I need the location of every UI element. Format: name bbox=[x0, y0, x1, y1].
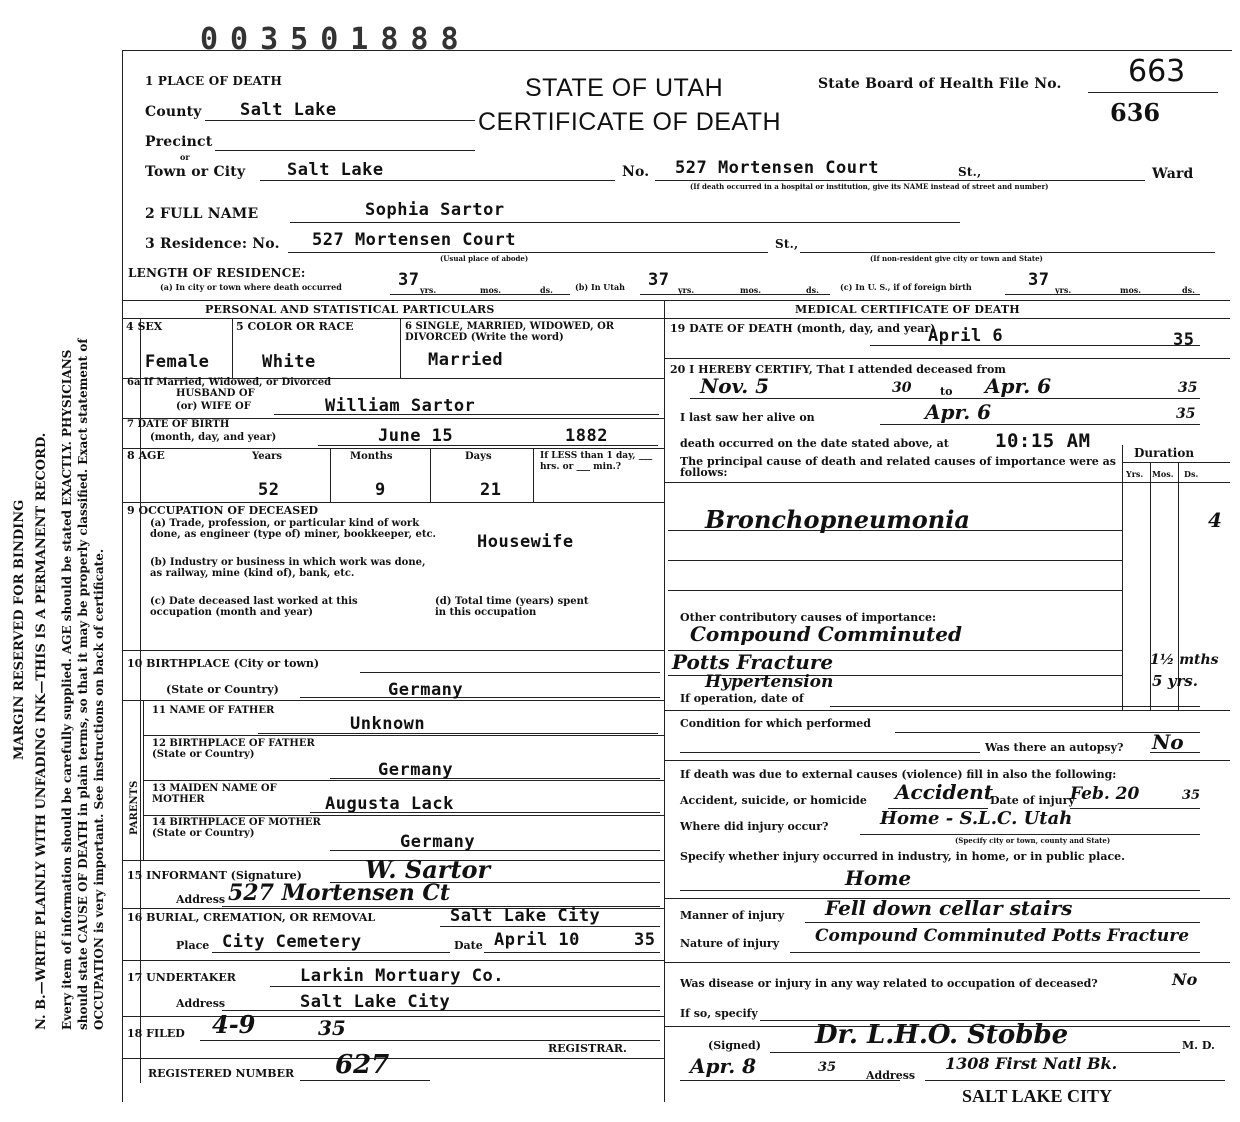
birthplace-label: 10 BIRTHPLACE (City or town) bbox=[127, 657, 320, 670]
spouse-label-2: HUSBAND OF bbox=[176, 388, 255, 399]
burial-label: 16 BURIAL, CREMATION, OR REMOVAL bbox=[127, 911, 376, 924]
file-no: 663 bbox=[1128, 54, 1186, 89]
dod-label-text: 19 DATE OF DEATH (month, day, and year) bbox=[670, 322, 936, 335]
undertaker-address-label: Address bbox=[176, 997, 226, 1010]
occurred-label: death occurred on the date stated above, at bbox=[680, 437, 949, 450]
spouse-value: William Sartor bbox=[325, 396, 476, 416]
place-of-death-label: 1 PLACE OF DEATH bbox=[145, 74, 282, 88]
spouse-label-3: (or) WIFE OF bbox=[176, 401, 251, 412]
nb-text: N. B.—WRITE PLAINLY WITH UNFADING INK—THIS IS A PERMANENT RECORD. bbox=[34, 432, 49, 1030]
informant-signature: W. Sartor bbox=[365, 855, 491, 884]
dob-label-2: (month, day, and year) bbox=[150, 432, 277, 443]
instruction-line-2: should state CAUSE OF DEATH in plain terms, so that it may be properly classified. Exact statement of bbox=[76, 338, 90, 1030]
where-label: Where did injury occur? bbox=[680, 820, 829, 833]
physician-address-label: Address bbox=[866, 1069, 916, 1082]
occupation-d-label: (d) Total time (years) spent in this occupation bbox=[435, 596, 589, 618]
ds-unit-b: ds. bbox=[806, 285, 819, 295]
accident-value: Accident bbox=[895, 780, 993, 804]
sex-value: Female bbox=[145, 352, 210, 372]
mother-bp-value: Germany bbox=[400, 832, 476, 852]
yrs-unit-c: yrs. bbox=[1055, 285, 1072, 295]
burial-place-label: Place bbox=[176, 939, 210, 952]
nature-label: Nature of injury bbox=[680, 937, 780, 950]
column-divider bbox=[664, 300, 665, 1102]
age-years-label: Years bbox=[252, 451, 283, 462]
attend-from-year: 30 bbox=[892, 380, 912, 396]
occupation-label: 9 OCCUPATION OF DECEASED bbox=[127, 504, 319, 517]
residence-value: 527 Mortensen Court bbox=[312, 230, 516, 250]
marital-label: 6 SINGLE, MARRIED, WIDOWED, OR DIVORCED (Write the word) bbox=[405, 321, 615, 343]
instruction-line-3: OCCUPATION is very important. See instructions on back of certificate. bbox=[92, 548, 106, 1030]
registered-number-label: REGISTERED NUMBER bbox=[148, 1067, 295, 1080]
length-b-label: (b) In Utah bbox=[575, 282, 625, 292]
duration-mos: Mos. bbox=[1152, 469, 1174, 479]
birthplace-value: Germany bbox=[388, 680, 464, 700]
father-value: Unknown bbox=[350, 714, 426, 734]
manner-value: Fell down cellar stairs bbox=[825, 896, 1073, 920]
attend-from: Nov. 5 bbox=[700, 374, 770, 398]
occupation-a-label: (a) Trade, profession, or particular kind of work done, as engineer (type of) miner, bookkeeper, etc. bbox=[150, 518, 437, 540]
duration-yrs: Yrs. bbox=[1126, 469, 1144, 479]
cause-label: The principal cause of death and related causes of importance were as follows: bbox=[680, 455, 1116, 479]
other-cause-1: Compound Comminuted bbox=[690, 622, 962, 646]
mos-unit-b: mos. bbox=[740, 285, 762, 295]
ds-unit-c: ds. bbox=[1182, 285, 1195, 295]
race-label: 5 COLOR OR RACE bbox=[236, 320, 354, 333]
yrs-unit-b: yrs. bbox=[678, 285, 695, 295]
operation-label: If operation, date of bbox=[680, 692, 804, 705]
file-no-hand: 636 bbox=[1110, 98, 1161, 127]
informant-label: 15 INFORMANT (Signature) bbox=[127, 869, 302, 882]
length-a-label: (a) In city or town where death occurred bbox=[160, 282, 342, 292]
specify-value: Home bbox=[845, 866, 912, 890]
undertaker-label: 17 UNDERTAKER bbox=[127, 971, 236, 984]
injury-date-label: Date of injury bbox=[990, 794, 1075, 807]
certify-text: 20 I HEREBY CERTIFY, That I attended deceased from bbox=[670, 363, 1006, 376]
principal-cause-duration: 4 bbox=[1208, 508, 1222, 532]
occupation-c-label: (c) Date deceased last worked at this occupation (month and year) bbox=[150, 596, 358, 618]
residence-label: 3 Residence: No. bbox=[145, 236, 280, 252]
age-months: 9 bbox=[375, 480, 386, 500]
father-bp-value: Germany bbox=[378, 760, 454, 780]
attend-to: Apr. 6 bbox=[985, 374, 1052, 398]
informant-address-label: Address bbox=[176, 893, 226, 906]
where-note: (Specify city or town, county and State) bbox=[955, 836, 1111, 845]
where-value: Home - S.L.C. Utah bbox=[880, 808, 1073, 829]
burial-year: 35 bbox=[634, 930, 656, 950]
md-label: M. D. bbox=[1182, 1039, 1215, 1052]
ward-label: Ward bbox=[1152, 166, 1194, 182]
residence-st-label: St., bbox=[775, 237, 799, 251]
marital-value: Married bbox=[428, 350, 504, 370]
county-value: Salt Lake bbox=[240, 100, 337, 120]
length-c-value: 37 bbox=[1028, 270, 1050, 290]
length-a-value: 37 bbox=[398, 270, 420, 290]
mos-unit-c: mos. bbox=[1120, 285, 1142, 295]
hospital-note: (If death occurred in a hospital or institution, give its NAME instead of street and number) bbox=[690, 182, 1049, 191]
dob-value: June 15 bbox=[378, 426, 454, 446]
age-years: 52 bbox=[258, 480, 280, 500]
filed-label: 18 FILED bbox=[127, 1027, 185, 1040]
burial-date: April 10 bbox=[494, 930, 580, 950]
certificate-title: CERTIFICATE OF DEATH bbox=[478, 108, 782, 136]
manner-label: Manner of injury bbox=[680, 909, 785, 922]
burial-city: Salt Lake City bbox=[450, 906, 601, 926]
length-c-label: (c) In U. S., if of foreign birth bbox=[840, 282, 972, 292]
attend-to-year: 35 bbox=[1178, 380, 1198, 396]
registered-number: 627 bbox=[335, 1050, 390, 1080]
last-saw-label: I last saw her alive on bbox=[680, 411, 815, 424]
state-title: STATE OF UTAH bbox=[525, 74, 724, 102]
father-label: 11 NAME OF FATHER bbox=[152, 705, 275, 716]
condition-label: Condition for which performed bbox=[680, 717, 871, 730]
other-cause-3-duration: 5 yrs. bbox=[1152, 672, 1198, 690]
other-causes-label: Other contributory causes of importance: bbox=[680, 611, 937, 624]
age-label: 8 AGE bbox=[127, 449, 165, 462]
length-b-value: 37 bbox=[648, 270, 670, 290]
specify-label: Specify whether injury occurred in industry, in home, or in public place. bbox=[680, 850, 1125, 863]
occupation-value: Housewife bbox=[477, 532, 574, 552]
sex-label: 4 SEX bbox=[126, 320, 163, 333]
full-name-label: 2 FULL NAME bbox=[145, 206, 259, 222]
signed-label: (Signed) bbox=[708, 1039, 761, 1052]
occupation-b-label: (b) Industry or business in which work was done, as railway, mine (kind of), bank, etc. bbox=[150, 557, 426, 579]
residence-note-1: (Usual place of abode) bbox=[440, 254, 529, 263]
autopsy-value: No bbox=[1152, 730, 1184, 754]
physician-city: SALT LAKE CITY bbox=[962, 1086, 1113, 1106]
if-so-label: If so, specify bbox=[680, 1007, 758, 1020]
injury-year: 35 bbox=[1182, 788, 1201, 803]
date-of-death: April 6 bbox=[928, 326, 1004, 346]
length-of-residence-label: LENGTH OF RESIDENCE: bbox=[128, 266, 306, 280]
filed-date: 4-9 bbox=[212, 1010, 256, 1039]
nature-value: Compound Comminuted Potts Fracture bbox=[815, 926, 1190, 946]
last-saw-date: Apr. 6 bbox=[925, 400, 992, 424]
binding-margin-text: MARGIN RESERVED FOR BINDING bbox=[12, 499, 27, 760]
dob-label-1: 7 DATE OF BIRTH bbox=[127, 419, 230, 430]
date-of-death-year: 35 bbox=[1173, 330, 1195, 350]
medical-header: MEDICAL CERTIFICATE OF DEATH bbox=[795, 303, 1020, 316]
parents-label: PARENTS bbox=[129, 780, 140, 835]
registrar-label: REGISTRAR. bbox=[548, 1042, 627, 1055]
left-border bbox=[122, 50, 123, 1102]
burial-place: City Cemetery bbox=[222, 932, 362, 952]
injury-date: Feb. 20 bbox=[1070, 784, 1140, 804]
signed-date: Apr. 8 bbox=[690, 1054, 757, 1078]
town-value: Salt Lake bbox=[287, 160, 384, 180]
accident-label: Accident, suicide, or homicide bbox=[680, 794, 867, 807]
mos-unit: mos. bbox=[480, 285, 502, 295]
certificate-number: 003501888 bbox=[200, 22, 471, 57]
age-months-label: Months bbox=[350, 451, 393, 462]
precinct-label: Precinct bbox=[145, 134, 213, 150]
yrs-unit: yrs. bbox=[420, 285, 437, 295]
birthplace-state-label: (State or Country) bbox=[166, 683, 279, 696]
duration-label: Duration bbox=[1134, 446, 1195, 460]
personal-header: PERSONAL AND STATISTICAL PARTICULARS bbox=[205, 303, 495, 316]
age-days: 21 bbox=[480, 480, 502, 500]
duration-ds: Ds. bbox=[1184, 469, 1199, 479]
burial-date-label: Date bbox=[454, 939, 483, 952]
father-bp-label: 12 BIRTHPLACE OF FATHER (State or Country) bbox=[152, 738, 315, 760]
other-cause-3: Hypertension bbox=[705, 672, 834, 692]
mother-bp-label: 14 BIRTHPLACE OF MOTHER (State or Country) bbox=[152, 817, 321, 839]
full-name-value: Sophia Sartor bbox=[365, 200, 505, 220]
date-of-death-label bbox=[670, 323, 935, 334]
st-label: St., bbox=[958, 165, 982, 179]
section-divider bbox=[122, 300, 1230, 301]
dob-year: 1882 bbox=[565, 426, 608, 446]
mother-label: 13 MAIDEN NAME OF MOTHER bbox=[152, 783, 277, 805]
town-label: Town or City bbox=[145, 164, 246, 180]
other-cause-2: Potts Fracture bbox=[672, 650, 834, 674]
attend-to-label: to bbox=[940, 385, 953, 398]
signed-year: 35 bbox=[818, 1060, 837, 1075]
last-saw-year: 35 bbox=[1176, 406, 1196, 422]
principal-cause: Bronchopneumonia bbox=[705, 505, 970, 534]
or-label: or bbox=[180, 152, 190, 162]
race-value: White bbox=[262, 352, 316, 372]
filed-year: 35 bbox=[318, 1016, 346, 1040]
ds-unit: ds. bbox=[540, 285, 553, 295]
external-causes-label: If death was due to external causes (violence) fill in also the following: bbox=[680, 768, 1117, 781]
other-cause-2-duration: 1½ mths bbox=[1150, 652, 1219, 668]
mother-value: Augusta Lack bbox=[325, 794, 454, 814]
informant-address: 527 Mortensen Ct bbox=[228, 880, 451, 906]
file-no-label: State Board of Health File No. bbox=[818, 76, 1062, 92]
physician-signature: Dr. L.H.O. Stobbe bbox=[815, 1020, 1069, 1050]
spouse-label-1: 6a If Married, Widowed, or Divorced bbox=[127, 377, 332, 388]
instruction-line-1: Every item of information should be carefully supplied. AGE should be stated EXACTLY. PHYSICIANS bbox=[60, 349, 74, 1030]
residence-note-2: (If non-resident give city or town and State) bbox=[870, 254, 1043, 263]
age-days-label: Days bbox=[465, 451, 492, 462]
autopsy-label: Was there an autopsy? bbox=[985, 741, 1124, 754]
age-less-label: If LESS than 1 day, ___ hrs. or ___ min.? bbox=[540, 451, 653, 472]
county-label: County bbox=[145, 104, 202, 120]
street-no-label: No. bbox=[622, 164, 650, 180]
occupation-related-label: Was disease or injury in any way related to occupation of deceased? bbox=[680, 977, 1098, 990]
street-value: 527 Mortensen Court bbox=[675, 158, 879, 178]
undertaker-address: Salt Lake City bbox=[300, 992, 451, 1012]
physician-address: 1308 First Natl Bk. bbox=[945, 1054, 1118, 1073]
death-time: 10:15 AM bbox=[995, 430, 1091, 452]
undertaker-value: Larkin Mortuary Co. bbox=[300, 966, 504, 986]
occupation-related-value: No bbox=[1172, 970, 1198, 989]
